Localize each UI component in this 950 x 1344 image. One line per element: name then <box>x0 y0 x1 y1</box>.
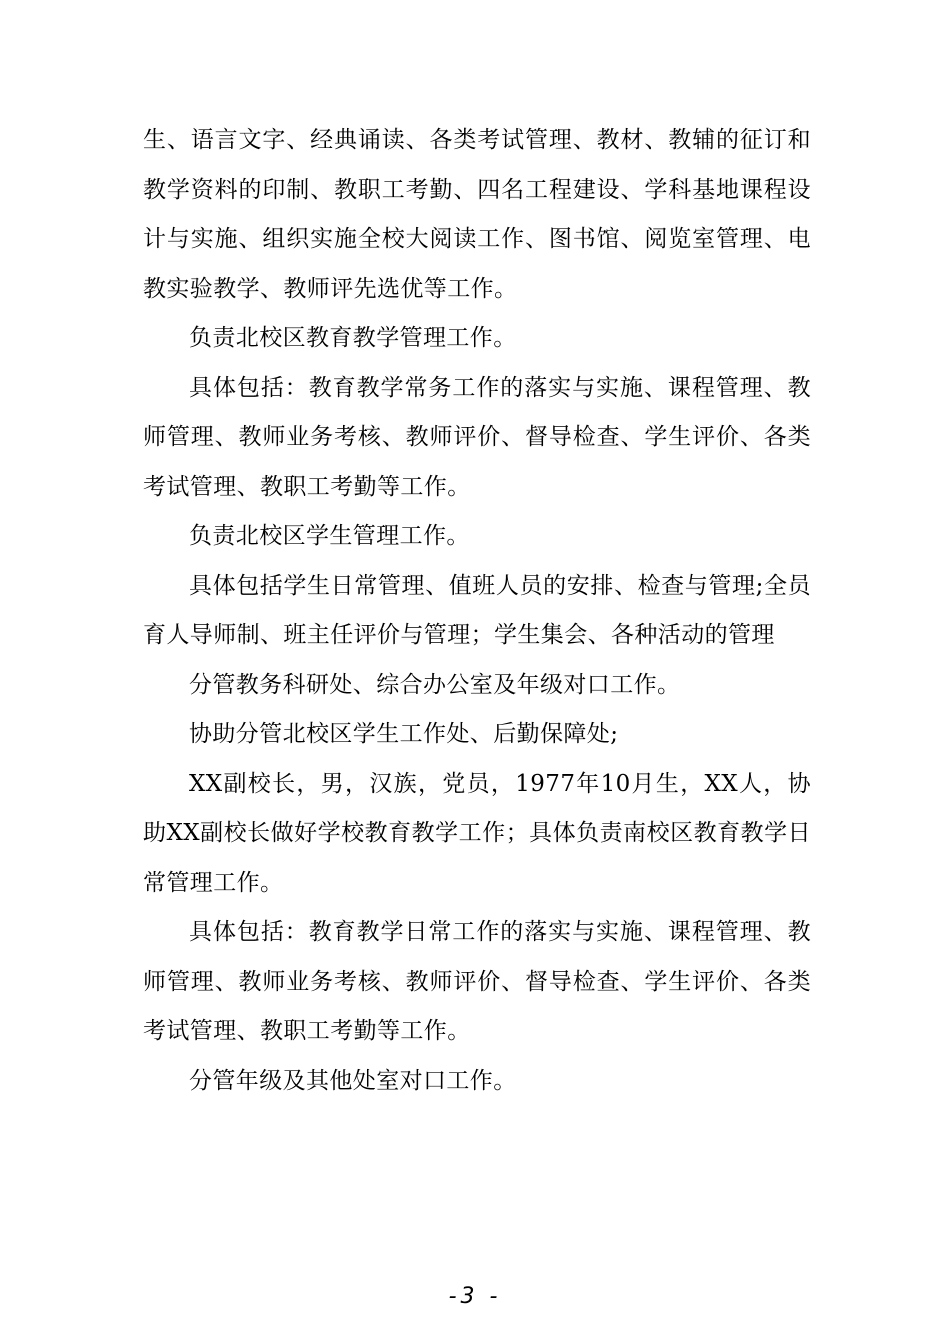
page-number: -3 - <box>448 1284 502 1309</box>
paragraph-1: 生、语言文字、经典诵读、各类考试管理、教材、教辅的征订和教学资料的印制、教职工考勤、四名工程建设、学科基地课程设计与实施、组织实施全校大阅读工作、图书馆、阅览室管理、电教实验教学、教师评先选优等工作。 <box>143 127 811 302</box>
paragraph-9: 具体包括：教育教学日常工作的落实与实施、课程管理、教师管理、教师业务考核、教师评价、督导检查、学生评价、各类考试管理、教职工考勤等工作。 <box>143 919 811 1044</box>
paragraph-6: 分管教务科研处、综合办公室及年级对口工作。 <box>189 671 681 698</box>
document-body <box>143 116 811 1106</box>
paragraph-10: 分管年级及其他处室对口工作。 <box>189 1067 517 1094</box>
paragraph-4: 负责北校区学生管理工作。 <box>189 523 470 549</box>
paragraph-5: 具体包括学生日常管理、值班人员的安排、检查与管理;全员育人导师制、班主任评价与管理；学生集会、各种活动的管理 <box>143 572 811 648</box>
paragraph-3: 具体包括：教育教学常务工作的落实与实施、课程管理、教师管理、教师业务考核、教师评价、督导检查、学生评价、各类考试管理、教职工考勤等工作。 <box>143 374 811 500</box>
paragraph-8: XX副校长，男，汉族，党员，1977年10月生，XX人，协助XX副校长做好学校教育教学工作；具体负责南校区教育教学日常管理工作。 <box>143 770 811 896</box>
paragraph-2: 负责北校区教育教学管理工作。 <box>189 325 517 351</box>
paragraph-7: 协助分管北校区学生工作处、后勤保障处; <box>189 721 619 747</box>
